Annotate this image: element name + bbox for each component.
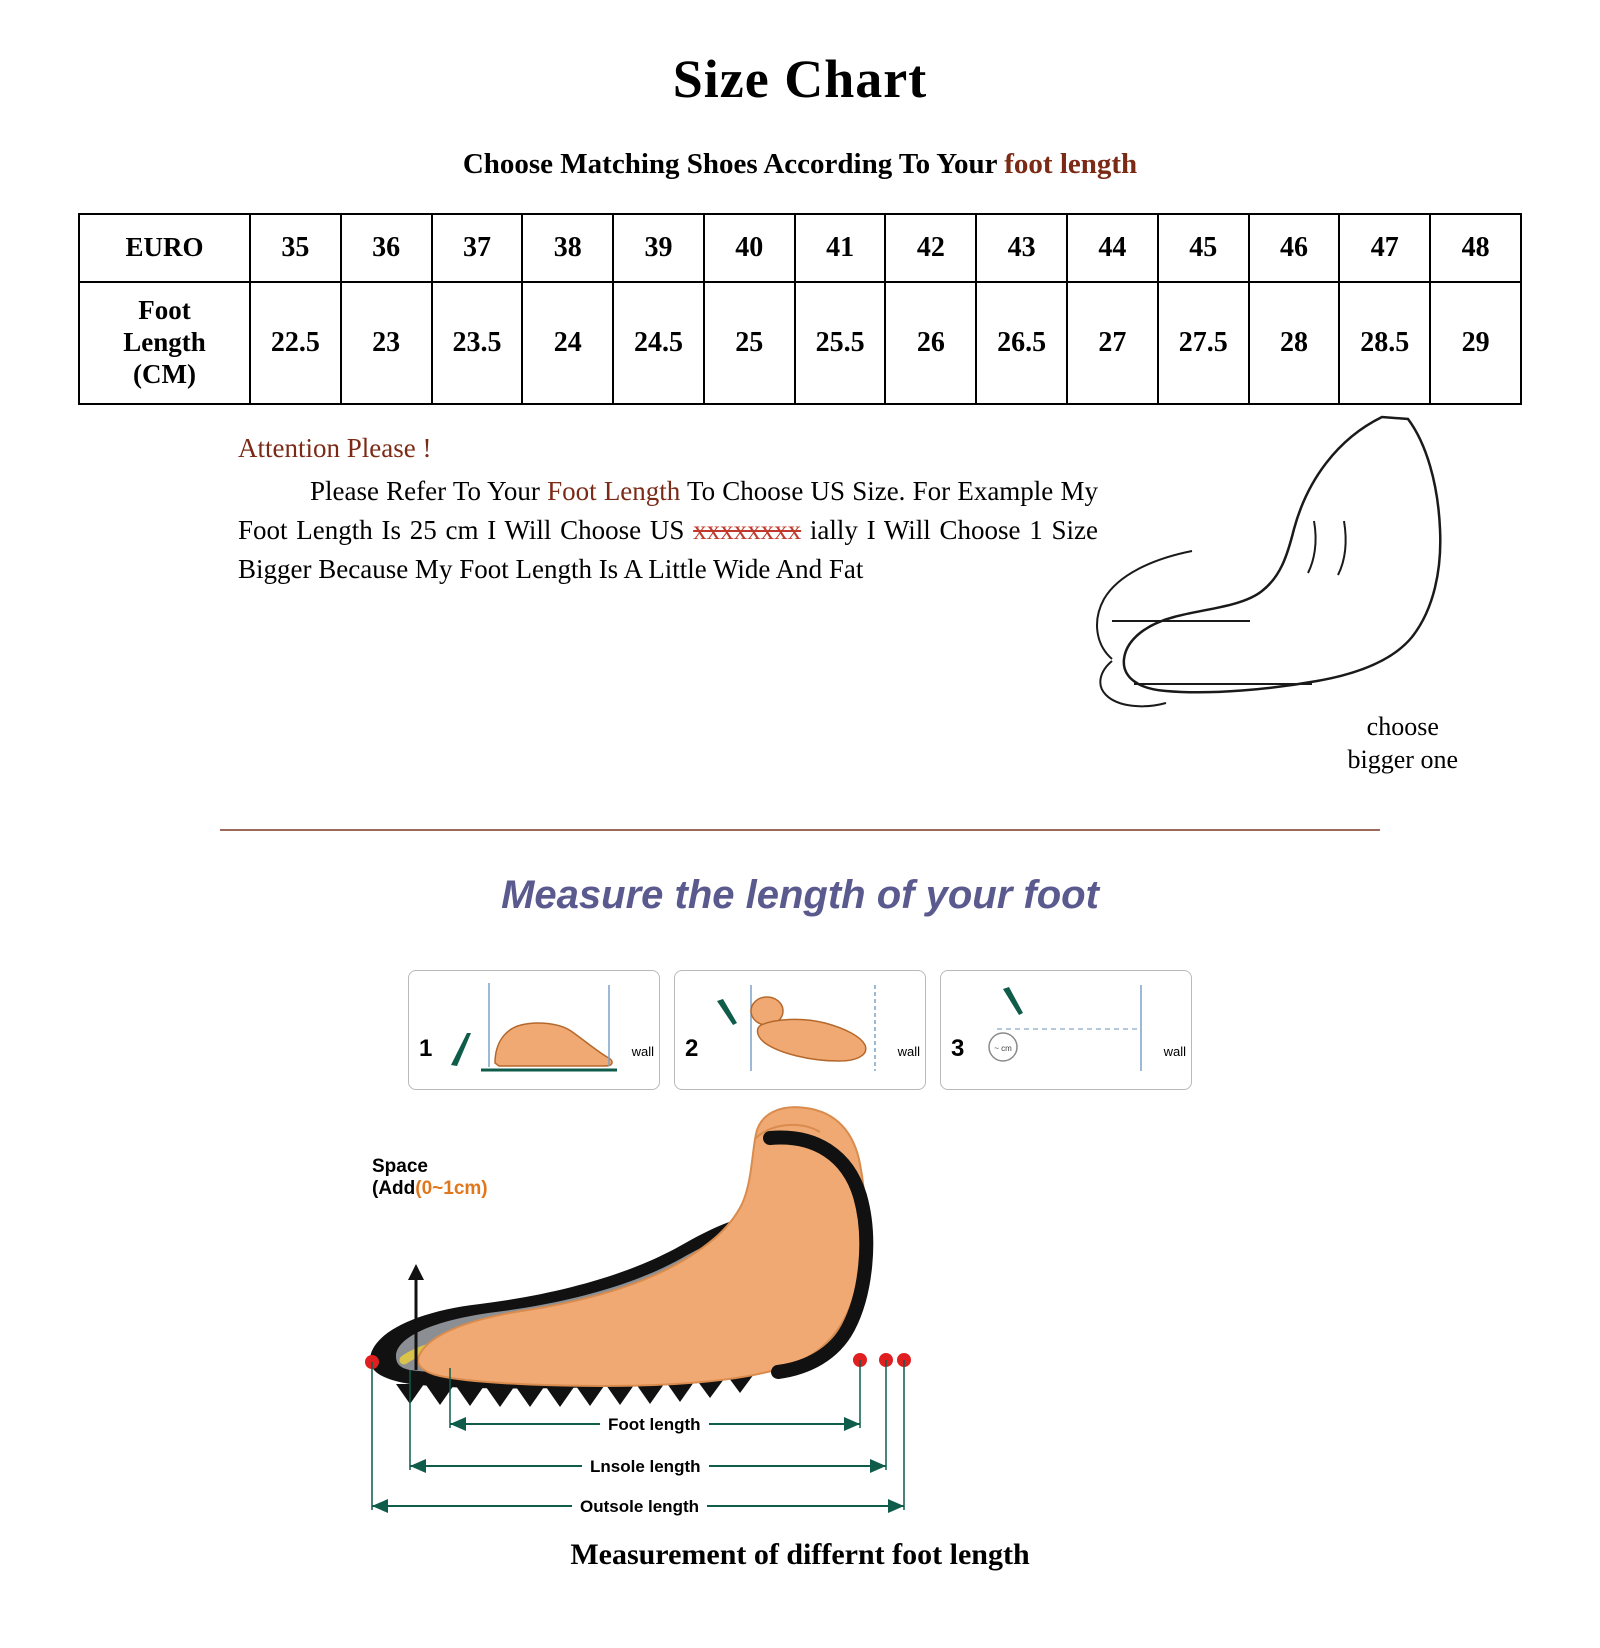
foot-length-cell: 26 (885, 282, 976, 404)
foot-length-cell: 28 (1249, 282, 1340, 404)
foot-length-cell: 28.5 (1339, 282, 1430, 404)
step-number: 1 (419, 1035, 433, 1062)
attention-part1: Please Refer To Your (310, 475, 548, 506)
euro-cell: 39 (613, 214, 704, 282)
measure-steps (0, 970, 1600, 1090)
attention-struck-text: xxxxxxxx (693, 514, 802, 545)
space-label (372, 1156, 488, 1200)
foot-label-line3: (CM) (133, 358, 196, 389)
step-box-1 (408, 970, 660, 1090)
size-chart-table (78, 213, 1522, 405)
subtitle-prefix: Choose Matching Shoes According To Your (462, 148, 1005, 180)
foot-length-cell: 24 (522, 282, 613, 404)
step-wall-label: wall (631, 1044, 654, 1059)
euro-cell: 37 (432, 214, 523, 282)
step2-top-foot-icon (675, 971, 925, 1089)
row-header-euro: EURO (79, 214, 250, 282)
step-box-3 (940, 970, 1192, 1090)
attention-body (238, 472, 1098, 589)
attention-part3: ially I Will Choose 1 Size Bigger Because My Foot Length Is A Little Wide And Fat (238, 514, 1099, 584)
table-row-euro (79, 214, 1521, 282)
size-table-container (78, 213, 1522, 405)
attention-foot-length: Foot Length (547, 475, 681, 506)
step3-measure-icon (941, 971, 1191, 1089)
step-wall-label: wall (1163, 1044, 1186, 1059)
dimension-label-outsole-length: Outsole length (572, 1497, 707, 1517)
space-label-prefix: (Add (372, 1177, 416, 1199)
page-title: Size Chart (672, 49, 928, 109)
attention-part2: To Choose US Size. For Example My Foot Length Is 25 cm I Will Choose US (238, 475, 1098, 545)
foot-length-cell: 23 (341, 282, 432, 404)
attention-section (78, 429, 1522, 819)
foot-outline-sketch (1082, 409, 1512, 739)
euro-cell: 44 (1067, 214, 1158, 282)
euro-cell: 45 (1158, 214, 1249, 282)
choose-bigger-note (1348, 711, 1458, 776)
euro-cell: 43 (976, 214, 1067, 282)
attention-text-block (238, 429, 1098, 589)
table-row-foot-length (79, 282, 1521, 404)
section-divider (220, 829, 1380, 831)
step-box-2 (674, 970, 926, 1090)
foot-length-cell: 24.5 (613, 282, 704, 404)
page-subtitle (0, 148, 1600, 181)
diagram-caption: Measurement of differnt foot length (570, 1538, 1030, 1571)
foot-measurement-diagram (300, 1098, 1300, 1528)
foot-length-cell: 25.5 (795, 282, 886, 404)
euro-cell: 38 (522, 214, 613, 282)
attention-heading: Attention Please ! (238, 433, 432, 463)
foot-length-cell: 26.5 (976, 282, 1067, 404)
euro-cell: 40 (704, 214, 795, 282)
euro-cell: 41 (795, 214, 886, 282)
euro-cell: 46 (1249, 214, 1340, 282)
foot-length-cell: 27.5 (1158, 282, 1249, 404)
space-label-line1: Space (372, 1156, 428, 1177)
foot-label-line2: Length (123, 327, 206, 358)
euro-cell: 35 (250, 214, 341, 282)
euro-cell: 48 (1430, 214, 1521, 282)
dimension-label-foot-length: Foot length (600, 1415, 709, 1435)
space-label-value: (0~1cm) (415, 1177, 488, 1199)
step-number: 2 (685, 1035, 699, 1062)
foot-length-cell: 29 (1430, 282, 1521, 404)
svg-text:~ cm: ~ cm (994, 1044, 1012, 1053)
row-header-foot-length (79, 282, 250, 404)
euro-cell: 36 (341, 214, 432, 282)
step1-side-foot-icon (409, 971, 659, 1089)
foot-length-cell: 23.5 (432, 282, 523, 404)
choose-bigger-line2: bigger one (1347, 744, 1458, 774)
dimension-label-insole-length: Lnsole length (582, 1457, 709, 1477)
step-wall-label: wall (897, 1044, 920, 1059)
foot-length-cell: 25 (704, 282, 795, 404)
euro-cell: 42 (885, 214, 976, 282)
euro-cell: 47 (1339, 214, 1430, 282)
foot-length-cell: 22.5 (250, 282, 341, 404)
choose-bigger-line1: choose (1366, 712, 1439, 741)
foot-label-line1: Foot (138, 295, 191, 326)
step-number: 3 (951, 1035, 965, 1062)
foot-length-cell: 27 (1067, 282, 1158, 404)
subtitle-accent: foot length (1004, 148, 1138, 180)
measure-section-title: Measure the length of your foot (501, 873, 1099, 917)
